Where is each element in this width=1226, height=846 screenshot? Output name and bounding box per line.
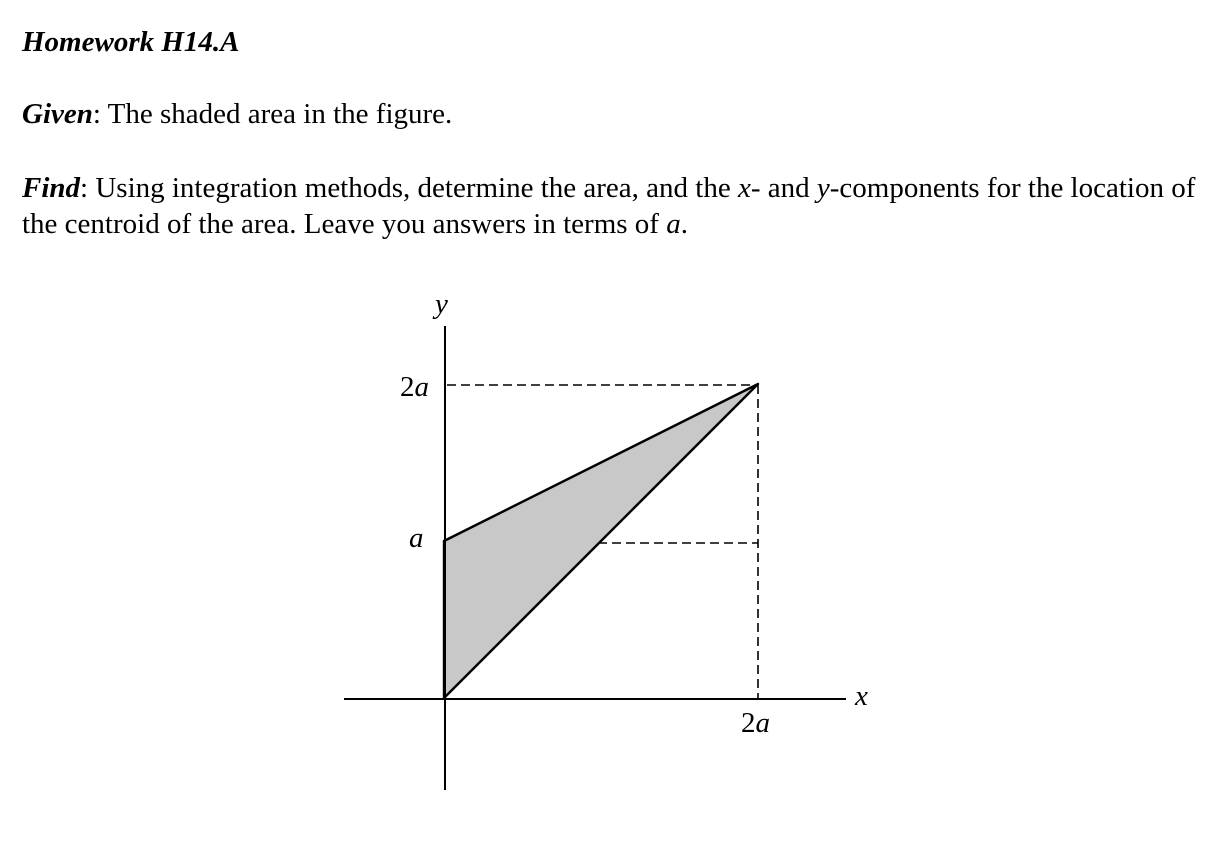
find-a-variable: a xyxy=(666,208,681,240)
given-text: The shaded area in the figure. xyxy=(100,98,453,130)
find-text-part1: Using integration methods, determine the area, and the xyxy=(88,172,738,204)
y-tick-label-a: a xyxy=(409,522,424,554)
find-y-variable: y xyxy=(816,172,830,204)
homework-title: Homework H14.A xyxy=(22,26,240,58)
x-tick-2a-coefficient: 2 xyxy=(741,707,756,739)
given-colon: : xyxy=(92,98,101,130)
find-x-variable: x xyxy=(737,172,751,204)
y-tick-2a-variable: a xyxy=(414,371,429,403)
x-tick-2a-variable: a xyxy=(755,707,770,739)
find-text-part4: . xyxy=(680,208,688,240)
find-colon: : xyxy=(80,172,89,204)
y-tick-label-2a xyxy=(400,371,429,403)
given-label: Given xyxy=(22,98,93,130)
find-label: Find xyxy=(22,172,81,204)
x-tick-label-2a xyxy=(741,707,770,739)
find-text-part3: -components for the location of the centroid of the area. Leave you answers in terms of xyxy=(22,172,1196,240)
y-axis-label: y xyxy=(435,288,448,320)
x-axis-label: x xyxy=(855,680,868,712)
y-tick-2a-coefficient: 2 xyxy=(400,371,415,403)
find-text-part2: - and xyxy=(750,172,817,204)
